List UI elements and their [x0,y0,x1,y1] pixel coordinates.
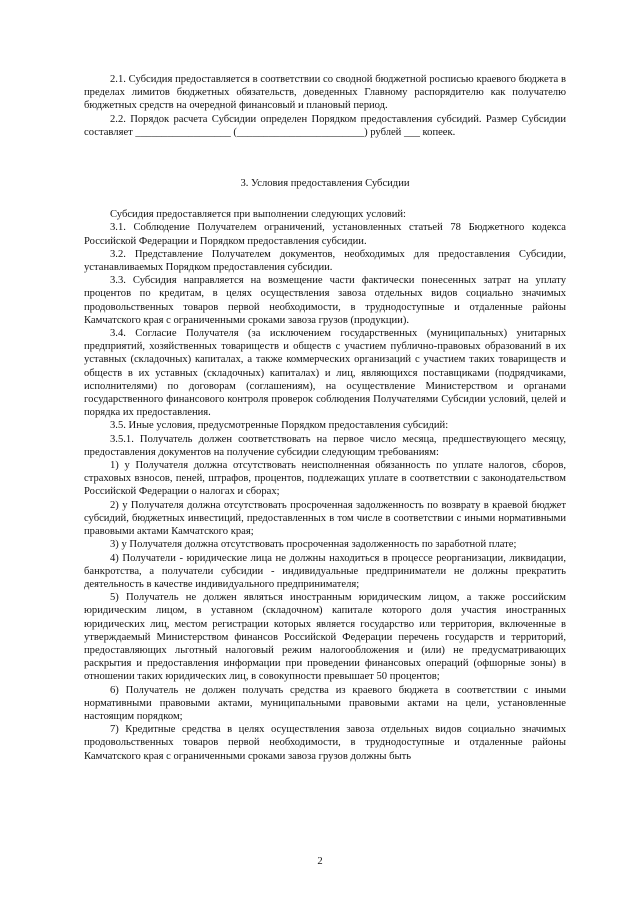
paragraph-3-2: 3.2. Представление Получателем документов, необходимых для предоставления Субсидии, устанавливаемых Порядком предоставления субсидии. [84,248,566,274]
paragraph-3-3: 3.3. Субсидия направляется на возмещение части фактически понесенных затрат на уплату процентов по кредитам, в целях осуществления завоза отдельных видов социально значимых продовольственных товаров первой необходимости, в труднодоступные и отдаленные районы Камчатского края с ограниченными сроками завоза грузов (продукции). [84,275,566,326]
paragraph-2-2: 2.2. Порядок расчета Субсидии определен Порядком предоставления субсидий. Размер Субсидии составляет __________________ (________________________) рублей ___ копеек. [84,113,566,138]
document-body [84,73,566,763]
paragraph-intro: Субсидия предоставляется при выполнении следующих условий: [110,209,406,221]
spacer [84,190,566,208]
list-item-2: 2) у Получателя должна отсутствовать просроченная задолженность по возврату в краевой бюджет субсидий, бюджетных инвестиций, предоставленных в том числе в соответствии с иными нормативными правовыми актами Камчатского края; [84,499,566,538]
paragraph-3-4: 3.4. Согласие Получателя (за исключением государственных (муниципальных) унитарных предприятий, хозяйственных товариществ и обществ с участием публично-правовых образований в их уставных (складочных) капиталах, а также коммерческих организаций с участием таких товариществ и обществ в их уставных (складочных) капиталах) и лиц, являющихся поставщиками (подрядчиками, исполнителями) по договорам (соглашениям), на осуществление Министерством и органами государственного финансового контроля проверок соблюдения Получателями Субсидии условий, целей и порядка их предоставления. [84,328,566,419]
list-item-1: 1) у Получателя должна отсутствовать неисполненная обязанность по уплате налогов, сборов, страховых взносов, пеней, штрафов, процентов, подлежащих уплате в соответствии с законодательством Российской Федерации о налогах и сборах; [84,460,566,498]
paragraph-2-1: 2.1. Субсидия предоставляется в соответствии со сводной бюджетной росписью краевого бюджета в пределах лимитов бюджетных обязательств, доведенных Главному распорядителю как получателю бюджетных средств на очередной финансовый и плановый период. [84,74,566,112]
list-item-4: 4) Получатели - юридические лица не должны находиться в процессе реорганизации, ликвидации, банкротства, а получатели субсидии - индивидуальные предприниматели не должны прекратить деятельность в качестве индивидуального предпринимателя; [84,552,566,590]
spacer [84,139,566,177]
list-item-3: 3) у Получателя должна отсутствовать просроченная задолженность по заработной плате; [110,539,517,551]
paragraph-3-1: 3.1. Соблюдение Получателем ограничений, установленных статьей 78 Бюджетного кодекса Российской Федерации и Порядком предоставления субсидии. [84,222,566,247]
list-item-6: 6) Получатель не должен получать средства из краевого бюджета в соответствии с иными нормативными правовыми актами, муниципальными правовыми актами на цели, установленные настоящим порядком; [84,684,566,722]
list-item-5: 5) Получатель не должен являться иностранным юридическим лицом, а также российским юридическим лицом, в уставном (складочном) капитале которого доля участия иностранных юридических лиц, местом регистрации которых является государство или территория, включенные в утверждаемый Министерством финансов Российской Федерации перечень государств и территорий, предоставляющих льготный налоговый режим налогообложения и (или) не предусматривающих раскрытия и предоставления информации при проведении финансовых операций (офшорные зоны) в отношении таких юридических лиц, в совокупности превышает 50 процентов; [84,592,566,683]
page-number: 2 [317,856,323,867]
paragraph-3-5-1: 3.5.1. Получатель должен соответствовать на первое число месяца, предшествующего месяцу, предоставления документов на получение субсидии следующим требованиям: [84,433,566,458]
paragraph-3-5: 3.5. Иные условия, предусмотренные Порядком предоставления субсидий: [110,420,449,432]
list-item-7: 7) Кредитные средства в целях осуществления завоза отдельных видов социально значимых продовольственных товаров первой необходимости, в труднодоступные и отдаленные районы Камчатского края с ограниченными сроками завоза грузов должны быть [84,724,566,762]
section-heading: 3. Условия предоставления Субсидии [240,178,410,190]
